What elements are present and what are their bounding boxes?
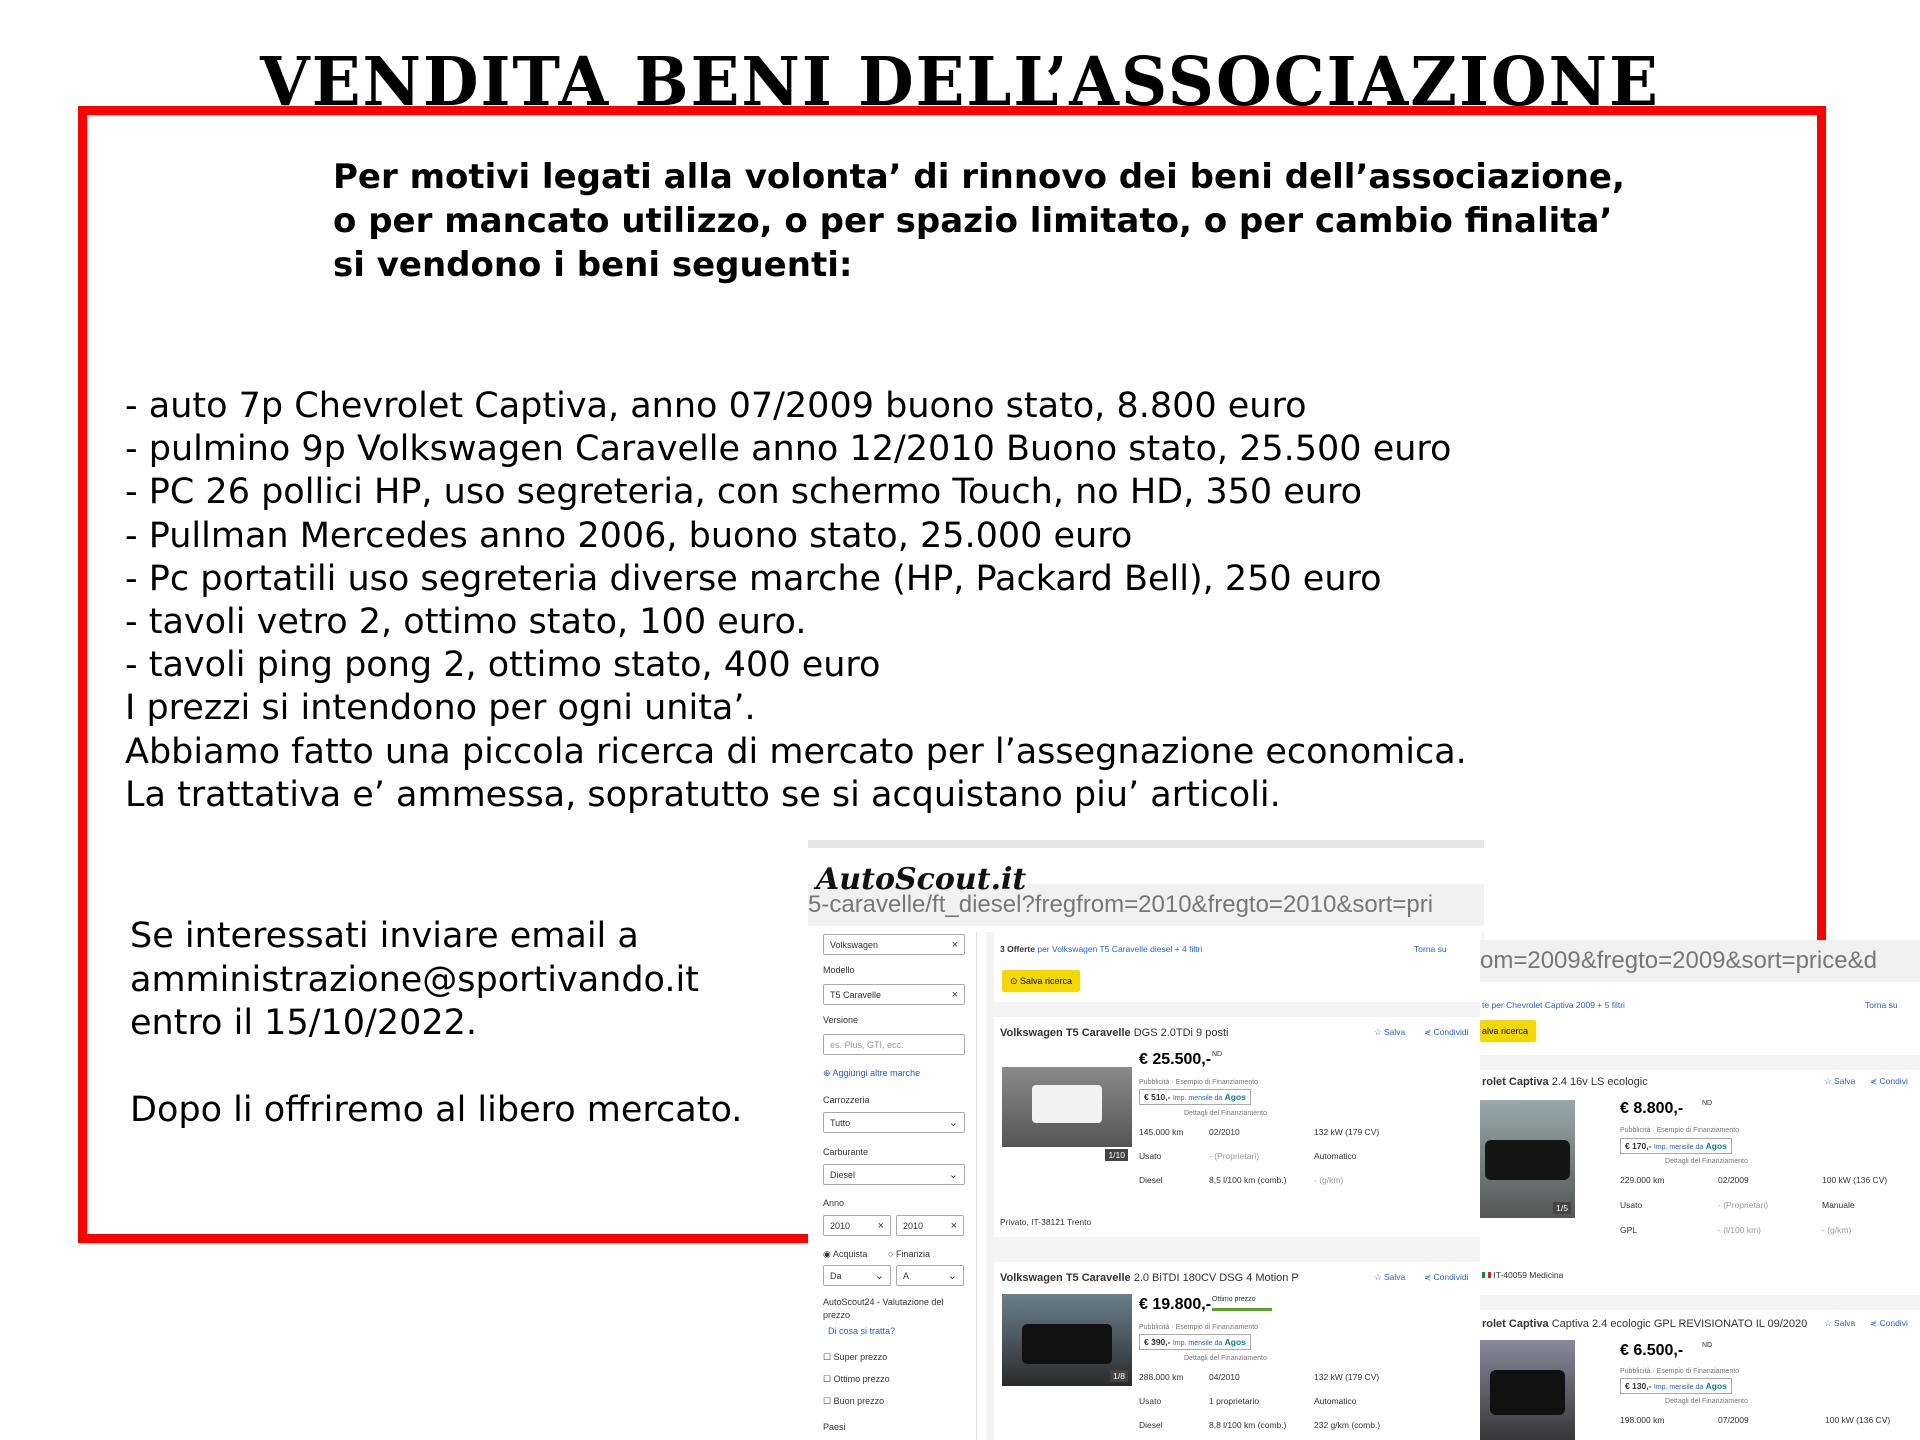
listing-card[interactable] — [994, 1017, 1482, 1237]
super-price-checkbox[interactable] — [823, 1352, 887, 1363]
url-bar[interactable]: om=2009&fregto=2009&sort=price&d — [1480, 940, 1920, 982]
note-line: Abbiamo fatto una piccola ricerca di mercato per l’assegnazione economica. — [125, 731, 1467, 772]
share-icon: ⋞ — [1424, 1272, 1434, 1282]
spec-condition: Usato — [1620, 1200, 1643, 1210]
year-to-field[interactable] — [896, 1215, 964, 1236]
share-listing-button[interactable] — [1870, 1318, 1908, 1329]
listing-title-rest: DGS 2.0TDi 9 posti — [1133, 1027, 1229, 1039]
listing-card[interactable] — [1480, 1070, 1920, 1295]
contact-deadline: entro il 15/10/2022. — [130, 1003, 478, 1043]
finance-details-link[interactable]: Dettagli del Finanziamento — [1184, 1110, 1267, 1117]
filter-sidebar — [808, 932, 977, 1440]
version-label: Versione — [823, 1015, 859, 1025]
clear-icon[interactable]: × — [877, 1220, 884, 1232]
browser-tab-bar — [808, 840, 1484, 848]
super-price-label: Super prezzo — [833, 1352, 888, 1362]
contact-line: Se interessati inviare email a — [130, 916, 639, 956]
monthly-price: € 170,- — [1625, 1141, 1652, 1151]
items-list — [125, 385, 1467, 817]
spec-gearbox: Automatico — [1314, 1396, 1357, 1406]
price-from-value: Da — [830, 1271, 842, 1281]
spec-gearbox: Manuale — [1822, 1200, 1855, 1210]
year-from-field[interactable] — [823, 1215, 891, 1236]
spec-gearbox: Automatico — [1314, 1151, 1357, 1161]
spec-owners: 1 proprietario — [1209, 1396, 1260, 1406]
ads-label: Pubblicità · Esempio di Finanziamento — [1139, 1079, 1259, 1086]
clear-icon[interactable]: × — [950, 1220, 957, 1232]
save-label: Salva — [1833, 1318, 1856, 1328]
note-line: La trattativa e’ ammessa, sopratutto se si acquistano piu’ articoli. — [125, 774, 1281, 815]
spec-consumption: 8,5 l/100 km (comb.) — [1209, 1175, 1287, 1185]
contact-text — [130, 915, 742, 1132]
rating-bar — [1212, 1308, 1272, 1311]
spec-consumption: - (l/100 km) — [1718, 1225, 1761, 1235]
spec-power: 132 kW (179 CV) — [1314, 1127, 1380, 1137]
fuel-label: Carburante — [823, 1147, 869, 1157]
eval-label: AutoScout24 - Valutazione del prezzo — [823, 1297, 944, 1320]
save-listing-button[interactable] — [1824, 1318, 1855, 1329]
good-price-checkbox[interactable] — [823, 1396, 884, 1407]
agos-logo: Agos — [1224, 1337, 1246, 1347]
body-select[interactable] — [823, 1112, 965, 1133]
spec-emissions: 232 g/km (comb.) — [1314, 1420, 1381, 1430]
results-filter-link[interactable]: te per Chevrolet Captiva 2009 + 5 filtri — [1482, 1000, 1625, 1010]
body-label: Carrozzeria — [823, 1095, 870, 1105]
checkbox-icon: ☐ — [823, 1352, 834, 1362]
spec-condition: Usato — [1139, 1396, 1162, 1406]
save-label: Salva — [1383, 1272, 1406, 1282]
spec-mileage: 288.000 km — [1139, 1372, 1184, 1382]
agos-logo: Agos — [1705, 1381, 1727, 1391]
price-to-select[interactable] — [896, 1265, 964, 1286]
agos-logo: Agos — [1705, 1141, 1727, 1151]
intro-line: si vendono i beni seguenti: — [333, 245, 853, 285]
photo-counter: 1/10 — [1105, 1149, 1128, 1161]
star-icon: ☆ — [1374, 1272, 1384, 1282]
spec-owners: - (Proprietari) — [1209, 1151, 1260, 1161]
star-icon: ☆ — [1374, 1027, 1384, 1037]
intro-text — [333, 155, 1633, 287]
contact-spacer — [130, 1046, 742, 1089]
add-brands-link[interactable] — [823, 1068, 920, 1079]
share-label: Condividi — [1433, 1272, 1469, 1282]
monthly-price: € 390,- — [1144, 1337, 1171, 1347]
star-icon: ☆ — [1824, 1076, 1834, 1086]
photo-counter: 1/8 — [1110, 1370, 1128, 1382]
price-rating: ND — [1702, 1342, 1713, 1349]
clear-icon[interactable]: × — [951, 939, 958, 951]
seller-location: Privato, IT-38121 Trento — [1000, 1217, 1092, 1227]
buy-radio[interactable] — [823, 1249, 867, 1260]
listing-price: € 25.500,- — [1139, 1051, 1212, 1068]
finance-box[interactable] — [1139, 1089, 1251, 1105]
spec-mileage: 229.000 km — [1620, 1175, 1665, 1185]
monthly-link: Imp. mensile da — [1172, 1340, 1223, 1347]
list-item: - pulmino 9p Volkswagen Caravelle anno 12/2010 Buono stato, 25.500 euro — [125, 429, 1452, 470]
seller-location — [1482, 1270, 1563, 1280]
results-count-value: 3 Offerte — [1000, 944, 1035, 954]
save-label: Salva — [1383, 1027, 1406, 1037]
page-title: VENDITA BENI DELL’ASSOCIAZIONE — [260, 43, 1660, 122]
share-label: Condivi — [1879, 1076, 1908, 1086]
monthly-link: Imp. mensile da — [1653, 1384, 1704, 1391]
listing-price: € 19.800,- — [1139, 1296, 1212, 1313]
share-icon: ⋞ — [1870, 1318, 1880, 1328]
model-field[interactable] — [823, 984, 965, 1005]
price-rating: ND — [1702, 1100, 1713, 1107]
intro-line: Per motivi legati alla volonta’ di rinnovo dei beni dell’associazione, — [333, 157, 1625, 197]
spec-emissions: - (g/km) — [1822, 1225, 1852, 1235]
chevron-down-icon: ⌄ — [948, 1117, 958, 1129]
version-field[interactable]: es. Plus, GTI, ecc. — [823, 1034, 965, 1055]
listing-title-bold: Volkswagen T5 Caravelle — [1000, 1272, 1131, 1284]
contact-line: Dopo li offriremo al libero mercato. — [130, 1089, 743, 1130]
country-label: Paesi — [823, 1422, 846, 1432]
url-bar[interactable]: 5-caravelle/ft_diesel?fregfrom=2010&fregto=2010&sort=pri — [808, 884, 1484, 926]
listing-price: € 8.800,- — [1620, 1100, 1684, 1117]
list-item: - Pullman Mercedes anno 2006, buono stato, 25.000 euro — [125, 515, 1133, 556]
spec-date: 07/2009 — [1718, 1415, 1749, 1425]
listing-price: € 6.500,- — [1620, 1342, 1684, 1359]
add-brands-label: Aggiungi altre marche — [832, 1068, 921, 1078]
listing-title[interactable] — [1482, 1076, 1648, 1088]
listing-title-bold: rolet Captiva — [1482, 1318, 1549, 1330]
agos-logo: Agos — [1224, 1092, 1246, 1102]
suv-shape — [1490, 1370, 1565, 1415]
list-item: - tavoli ping pong 2, ottimo stato, 400 euro — [125, 645, 881, 686]
finance-box[interactable] — [1139, 1334, 1251, 1350]
results-panel — [986, 932, 1484, 1440]
list-item: - Pc portatili uso segreteria diverse marche (HP, Packard Bell), 250 euro — [125, 558, 1382, 599]
listing-title-rest: 2.4 16v LS ecologic — [1551, 1076, 1648, 1088]
results-header — [994, 932, 1482, 1002]
monthly-link: Imp. mensile da — [1172, 1095, 1223, 1102]
finance-label: Finanzia — [895, 1249, 930, 1259]
spec-power: 132 kW (179 CV) — [1314, 1372, 1380, 1382]
year-to-value: 2010 — [903, 1221, 924, 1231]
save-search-button[interactable] — [1002, 970, 1080, 992]
fuel-select[interactable] — [823, 1164, 965, 1185]
spec-consumption: 8,8 l/100 km (comb.) — [1209, 1420, 1287, 1430]
spec-condition: Usato — [1139, 1151, 1162, 1161]
buy-label: Acquista — [832, 1249, 868, 1259]
van-shape — [1032, 1085, 1102, 1123]
save-search-label: Salva ricerca — [1020, 976, 1073, 986]
car-photo[interactable] — [1002, 1294, 1132, 1386]
monthly-price: € 510,- — [1144, 1092, 1171, 1102]
share-label: Condivi — [1879, 1318, 1908, 1328]
list-item: - PC 26 pollici HP, uso segreteria, con schermo Touch, no HD, 350 euro — [125, 472, 1363, 513]
listing-card[interactable] — [1480, 1310, 1920, 1440]
spec-power: 100 kW (136 CV) — [1822, 1175, 1888, 1185]
finance-details-link[interactable]: Dettagli del Finanziamento — [1665, 1398, 1748, 1405]
price-rating: Ottimo prezzo — [1212, 1296, 1256, 1303]
results-filter-link[interactable]: per Volkswagen T5 Caravelle diesel + 4 filtri — [1037, 944, 1203, 954]
autoscout-screenshot-caravelle — [808, 840, 1484, 1440]
model-value: T5 Caravelle — [830, 990, 882, 1000]
listing-title-rest: Captiva 2.4 ecologic GPL REVISIONATO IL 09/2020 — [1551, 1318, 1808, 1330]
car-photo[interactable] — [1002, 1067, 1132, 1160]
spec-fuel: Diesel — [1139, 1420, 1163, 1430]
monthly-price: € 130,- — [1625, 1381, 1652, 1391]
spec-fuel: Diesel — [1139, 1175, 1163, 1185]
checkbox-icon: ☐ — [823, 1374, 834, 1384]
listing-title[interactable] — [1000, 1272, 1299, 1284]
italy-flag-icon — [1482, 1272, 1491, 1278]
eval-info-link[interactable]: Di cosa si tratta? — [828, 1326, 896, 1336]
share-icon: ⋞ — [1424, 1027, 1434, 1037]
note-line: I prezzi si intendono per ogni unita’. — [125, 688, 756, 729]
back-to-top-link[interactable]: Torna su — [1865, 1000, 1898, 1010]
share-icon: ⋞ — [1870, 1076, 1880, 1086]
ads-label: Pubblicità · Esempio di Finanziamento — [1620, 1127, 1740, 1134]
radio-checked-icon: ◉ — [823, 1249, 833, 1259]
finance-box[interactable] — [1620, 1378, 1732, 1394]
year-from-value: 2010 — [830, 1221, 851, 1231]
finance-details-link[interactable]: Dettagli del Finanziamento — [1184, 1355, 1267, 1362]
search-icon: ⊙ — [1010, 976, 1021, 986]
suv-shape — [1485, 1140, 1570, 1180]
checkbox-icon: ☐ — [823, 1396, 834, 1406]
save-listing-button[interactable] — [1374, 1272, 1405, 1283]
share-label: Condividi — [1433, 1027, 1469, 1037]
save-listing-button[interactable] — [1824, 1076, 1855, 1087]
brand-value: Volkswagen — [830, 940, 879, 950]
share-listing-button[interactable] — [1424, 1027, 1468, 1038]
star-icon: ☆ — [1824, 1318, 1834, 1328]
great-price-checkbox[interactable] — [823, 1374, 890, 1385]
autoscout-logo: AutoScout.it — [816, 862, 1027, 897]
intro-line: o per mancato utilizzo, o per spazio limitato, o per cambio finalita’ — [333, 201, 1613, 241]
back-to-top-link[interactable]: Torna su — [1414, 944, 1447, 954]
spec-power: 100 kW (136 CV) — [1825, 1415, 1891, 1425]
listing-title-bold: rolet Captiva — [1482, 1076, 1549, 1088]
monthly-link: Imp. mensile da — [1653, 1144, 1704, 1151]
body-value: Tutto — [830, 1118, 851, 1128]
clear-icon[interactable]: × — [951, 989, 958, 1001]
great-price-label: Ottimo prezzo — [833, 1374, 890, 1384]
chevron-down-icon: ⌄ — [874, 1270, 884, 1282]
list-item: - tavoli vetro 2, ottimo stato, 100 euro. — [125, 602, 807, 643]
fuel-value: Diesel — [830, 1170, 856, 1180]
spec-owners: - (Proprietari) — [1718, 1200, 1769, 1210]
spec-date: 04/2010 — [1209, 1372, 1240, 1382]
chevron-down-icon: ⌄ — [948, 1169, 958, 1181]
list-item: - auto 7p Chevrolet Captiva, anno 07/2009 buono stato, 8.800 euro — [125, 386, 1307, 426]
van-shape — [1022, 1324, 1112, 1364]
model-label: Modello — [823, 965, 855, 975]
listing-card[interactable] — [994, 1262, 1482, 1440]
spec-mileage: 145.000 km — [1139, 1127, 1184, 1137]
photo-counter: 1/5 — [1553, 1202, 1571, 1214]
save-listing-button[interactable] — [1374, 1027, 1405, 1038]
contact-email[interactable]: amministrazione@sportivando.it — [130, 959, 699, 1000]
year-label: Anno — [823, 1198, 845, 1208]
brand-field[interactable] — [823, 934, 965, 955]
results-panel — [1480, 990, 1920, 1440]
finance-radio[interactable] — [888, 1249, 930, 1259]
results-header — [1480, 990, 1920, 1055]
autoscout-screenshot-captiva — [1480, 940, 1920, 1440]
good-price-label: Buon prezzo — [833, 1396, 885, 1406]
listing-title[interactable] — [1482, 1318, 1807, 1330]
ads-label: Pubblicità · Esempio di Finanziamento — [1620, 1368, 1740, 1375]
results-count — [1000, 944, 1202, 954]
spec-emissions: - (g/km) — [1314, 1175, 1344, 1185]
listing-title-rest: 2.0 BiTDI 180CV DSG 4 Motion P — [1133, 1272, 1299, 1284]
share-listing-button[interactable] — [1870, 1076, 1908, 1087]
ads-label: Pubblicità · Esempio di Finanziamento — [1139, 1324, 1259, 1331]
spec-date: 02/2009 — [1718, 1175, 1749, 1185]
radio-icon: ○ — [888, 1249, 896, 1259]
listing-title[interactable] — [1000, 1027, 1228, 1039]
car-photo[interactable] — [1480, 1340, 1575, 1440]
price-to-value: A — [903, 1271, 910, 1281]
share-listing-button[interactable] — [1424, 1272, 1468, 1283]
spec-fuel: GPL — [1620, 1225, 1638, 1235]
spec-date: 02/2010 — [1209, 1127, 1240, 1137]
seller-location-text: IT-40059 Medicina — [1493, 1270, 1564, 1280]
plus-icon: ⊕ — [823, 1068, 833, 1078]
save-label: Salva — [1833, 1076, 1856, 1086]
chevron-down-icon: ⌄ — [947, 1270, 957, 1282]
finance-box[interactable] — [1620, 1138, 1732, 1154]
listing-title-bold: Volkswagen T5 Caravelle — [1000, 1027, 1131, 1039]
price-from-select[interactable] — [823, 1265, 891, 1286]
car-photo[interactable] — [1480, 1100, 1575, 1218]
spec-mileage: 198.000 km — [1620, 1415, 1665, 1425]
finance-details-link[interactable]: Dettagli del Finanziamento — [1665, 1158, 1748, 1165]
price-rating: ND — [1212, 1051, 1223, 1058]
save-search-button[interactable]: alva ricerca — [1480, 1020, 1536, 1042]
